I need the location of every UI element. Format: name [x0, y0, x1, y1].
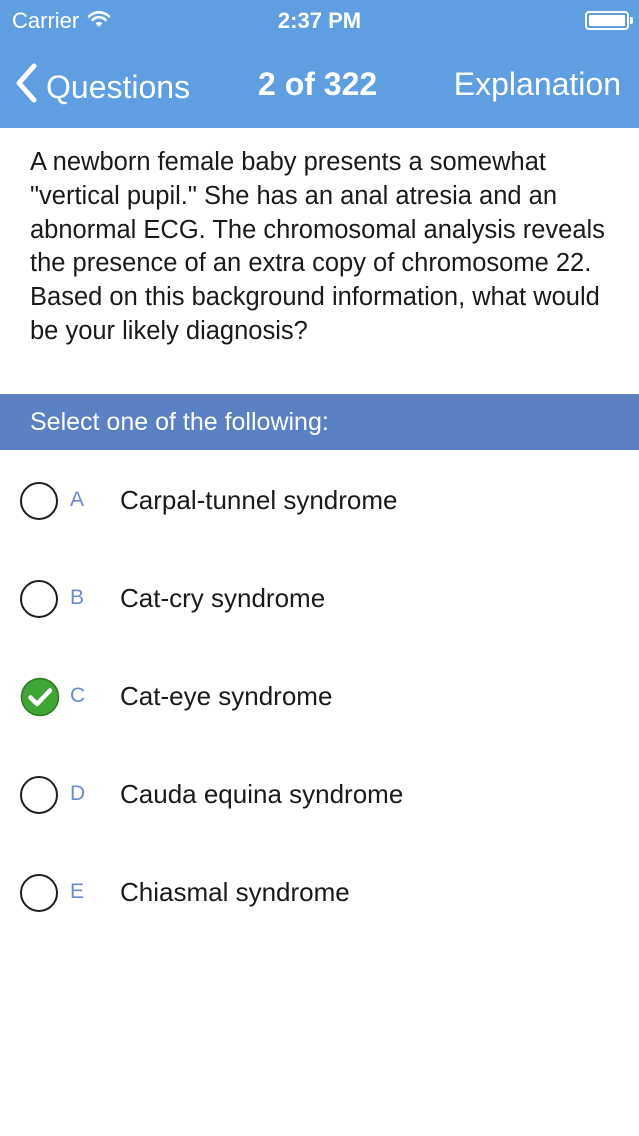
explanation-button[interactable]: Explanation	[453, 66, 621, 102]
question-counter: 2 of 322	[258, 66, 378, 102]
answer-letter: A	[70, 488, 85, 511]
answer-option-b[interactable]	[0, 550, 639, 648]
chevron-left-icon	[14, 62, 46, 112]
answer-text: Chiasmal syndrome	[120, 877, 350, 907]
answer-letter: C	[70, 684, 86, 707]
checkmark-circle-icon[interactable]	[20, 677, 60, 717]
radio-circle-icon[interactable]	[20, 874, 58, 912]
answer-text: Carpal-tunnel syndrome	[120, 485, 398, 515]
battery-icon	[585, 11, 629, 30]
question-text: A newborn female baby presents a somewhat "vertical pupil." She has an anal atresia and an abnormal ECG. The chromosomal analysis reveals the presence of an extra copy of chromosome 22. Based on this background information, what would be your likely diagnosis?	[30, 148, 605, 345]
radio-circle-icon[interactable]	[20, 776, 58, 814]
back-button[interactable]	[14, 62, 190, 112]
back-button-label: Questions	[46, 68, 191, 105]
radio-circle-icon[interactable]	[20, 482, 58, 520]
answer-text: Cat-cry syndrome	[120, 583, 326, 613]
answer-letter: E	[70, 880, 85, 903]
answer-option-a[interactable]	[0, 452, 639, 550]
answer-option-d[interactable]	[0, 746, 639, 844]
answers-header: Select one of the following:	[0, 394, 639, 450]
answer-list	[0, 452, 639, 942]
header	[0, 0, 639, 128]
answer-letter: B	[70, 586, 85, 609]
clock: 2:37 PM	[277, 8, 362, 33]
answer-text: Cat-eye syndrome	[120, 681, 333, 711]
answer-letter: D	[70, 782, 86, 805]
status-bar	[0, 0, 639, 42]
answer-text: Cauda equina syndrome	[120, 779, 404, 809]
answer-option-e[interactable]	[0, 844, 639, 942]
answer-option-c[interactable]	[0, 648, 639, 746]
carrier-label: Carrier	[12, 8, 80, 33]
radio-circle-icon[interactable]	[20, 580, 58, 618]
nav-bar	[0, 56, 639, 116]
